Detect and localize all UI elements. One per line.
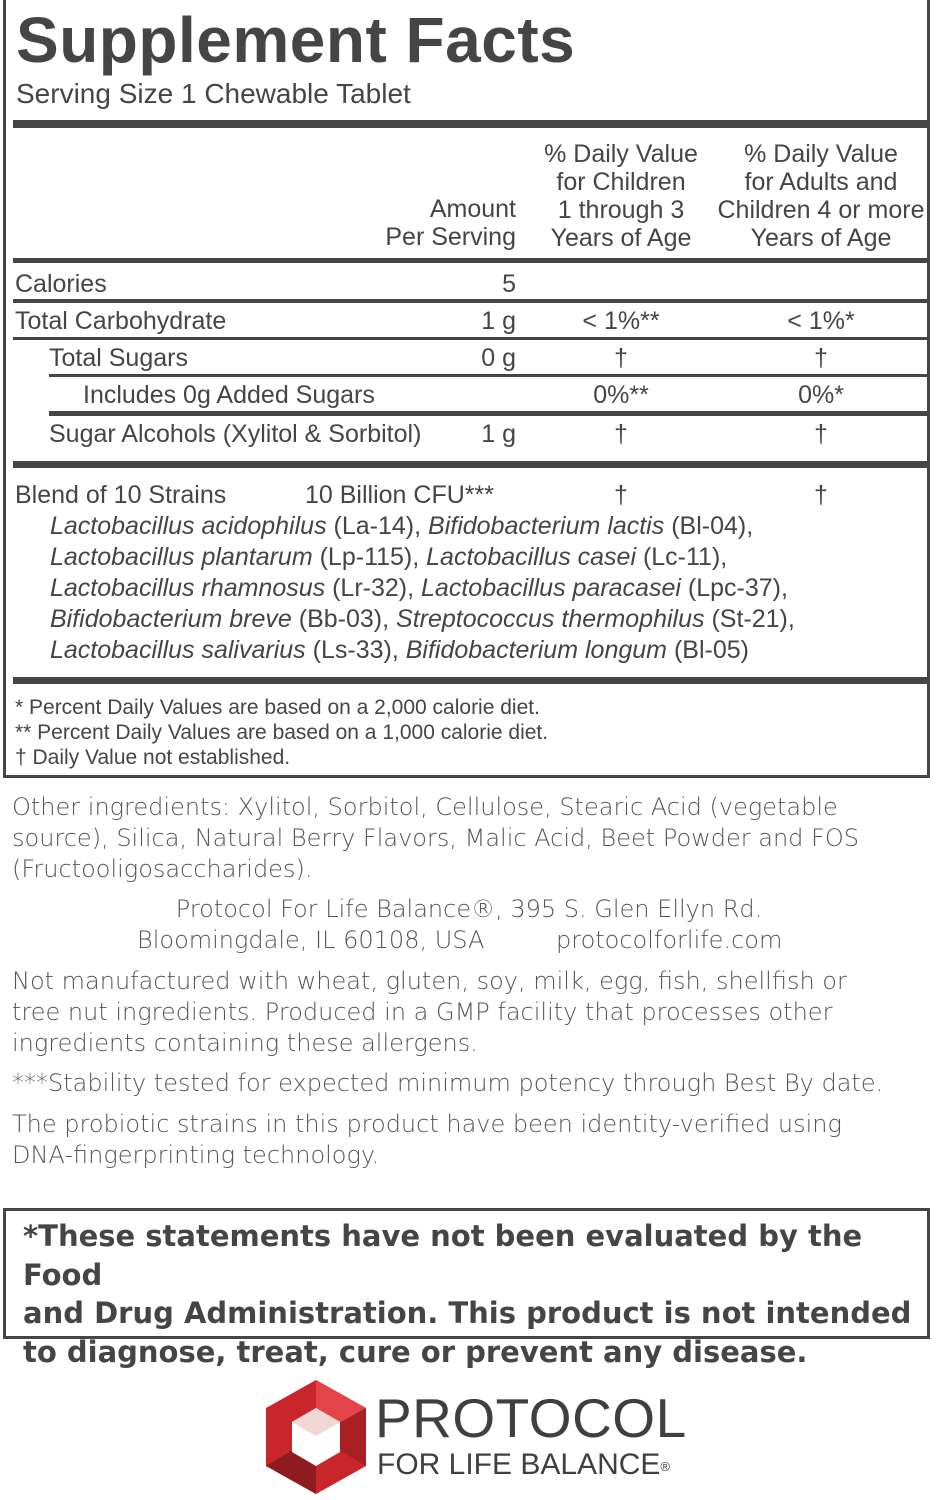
strain-line <box>50 635 749 666</box>
strain-species: Bifidobacterium longum <box>405 636 667 664</box>
col-children-header: % Daily Value for Children 1 through 3 Years of Age <box>544 140 698 252</box>
strain-species: Bifidobacterium breve <box>50 605 292 633</box>
strain-code: (La-14), <box>333 512 422 540</box>
row-carb-amount: 1 g <box>481 307 516 335</box>
strain-species: Lactobacillus acidophilus <box>50 512 327 540</box>
strain-species: Lactobacillus casei <box>426 543 636 571</box>
row-added-sugars-children: 0%** <box>593 381 649 409</box>
row-divider <box>49 374 927 377</box>
strain-code: (Lr-32), <box>332 574 415 602</box>
row-sugars-amount: 0 g <box>481 344 516 372</box>
strain-code: (Lc-11), <box>642 543 728 571</box>
thick-divider <box>13 461 927 468</box>
row-added-sugars-adults: 0%* <box>798 381 844 409</box>
brand-logo <box>262 1378 687 1498</box>
row-added-sugars-name: Includes 0g Added Sugars <box>83 381 375 409</box>
footnote-dagger: † Daily Value not established. <box>15 746 291 769</box>
row-blend-amount: 10 Billion CFU*** <box>305 481 494 509</box>
strain-species: Lactobacillus plantarum <box>50 543 313 571</box>
row-calories-amount: 5 <box>502 270 516 298</box>
row-sugars-adults: † <box>814 344 828 372</box>
strain-code: (Bl-05) <box>673 636 749 664</box>
strain-species: Lactobacillus rhamnosus <box>50 574 326 602</box>
col-amount-header: Amount Per Serving <box>385 195 516 251</box>
row-blend-name: Blend of 10 Strains <box>15 481 227 509</box>
row-divider <box>49 411 927 416</box>
stability-statement: ***Stability tested for expected minimum potency through Best By date. <box>12 1069 884 1097</box>
website-link[interactable]: protocolforlife.com <box>556 926 783 954</box>
strain-code: (Bb-03), <box>298 605 390 633</box>
row-carb-name: Total Carbohydrate <box>15 307 227 335</box>
strain-line <box>50 573 788 604</box>
dna-statement: The probiotic strains in this product have been identity-verified using DNA-fingerprinting technology. <box>12 1110 842 1169</box>
fda-disclaimer-box <box>3 1208 930 1369</box>
strain-species: Bifidobacterium lactis <box>428 512 665 540</box>
other-ingredients: Other ingredients: Xylitol, Sorbitol, Cellulose, Stearic Acid (vegetable source), Silica, Natural Berry Flavors, Malic Acid, Beet Powder and FOS (Fructooligosaccharides). <box>12 793 859 883</box>
hexagon-logo-icon <box>262 1378 370 1496</box>
row-sugar-alcohols-amount: 1 g <box>481 420 516 448</box>
strain-code: (Ls-33), <box>312 636 399 664</box>
row-calories-name: Calories <box>15 270 107 298</box>
logo-wordmark: PROTOCOL <box>375 1387 687 1449</box>
footnote-2000: * Percent Daily Values are based on a 2,000 calorie diet. <box>15 696 540 719</box>
thick-divider <box>13 677 927 684</box>
row-blend-adults: † <box>814 481 828 509</box>
strain-code: (Bl-04), <box>671 512 754 540</box>
supplement-facts-panel <box>3 0 930 778</box>
strain-species: Streptococcus thermophilus <box>396 605 705 633</box>
header-divider <box>13 258 927 263</box>
allergen-statement: Not manufactured with wheat, gluten, soy, milk, egg, fish, shellfish or tree nut ingredients. Produced in a GMP facility that processes other ingredients containing these allergens. <box>12 967 847 1057</box>
facts-title: Supplement Facts <box>16 4 576 76</box>
footnote-1000: ** Percent Daily Values are based on a 1,000 calorie diet. <box>15 721 549 744</box>
strain-line <box>50 542 727 573</box>
row-carb-children: < 1%** <box>582 307 660 335</box>
row-sugar-alcohols-adults: † <box>814 420 828 448</box>
thick-divider <box>13 120 927 128</box>
logo-tagline: FOR LIFE BALANCE® <box>377 1448 670 1481</box>
address-line1: Protocol For Life Balance®, 395 S. Glen Ellyn Rd. <box>175 895 763 923</box>
strain-line <box>50 604 795 635</box>
row-blend-children: † <box>614 481 628 509</box>
strain-code: (St-21), <box>711 605 795 633</box>
strain-line <box>50 511 753 542</box>
address-city: Bloomingdale, IL 60108, USA <box>137 926 485 954</box>
row-carb-adults: < 1%* <box>787 307 855 335</box>
row-sugar-alcohols-name: Sugar Alcohols (Xylitol & Sorbitol) <box>49 420 422 448</box>
strain-species: Lactobacillus salivarius <box>50 636 306 664</box>
row-sugars-children: † <box>614 344 628 372</box>
serving-size: Serving Size 1 Chewable Tablet <box>16 78 411 109</box>
strain-code: (Lpc-37), <box>687 574 788 602</box>
col-adults-header: % Daily Value for Adults and Children 4 or more Years of Age <box>717 140 925 252</box>
row-divider <box>13 337 927 340</box>
strain-code: (Lp-115), <box>319 543 420 571</box>
strain-species: Lactobacillus paracasei <box>421 574 681 602</box>
row-sugars-name: Total Sugars <box>49 344 188 372</box>
row-divider <box>13 299 927 303</box>
row-sugar-alcohols-children: † <box>614 420 628 448</box>
fda-disclaimer-text: *These statements have not been evaluated by the Food and Drug Administration. This product is not intended to diagnose, treat, cure or prevent any disease. <box>23 1219 912 1369</box>
